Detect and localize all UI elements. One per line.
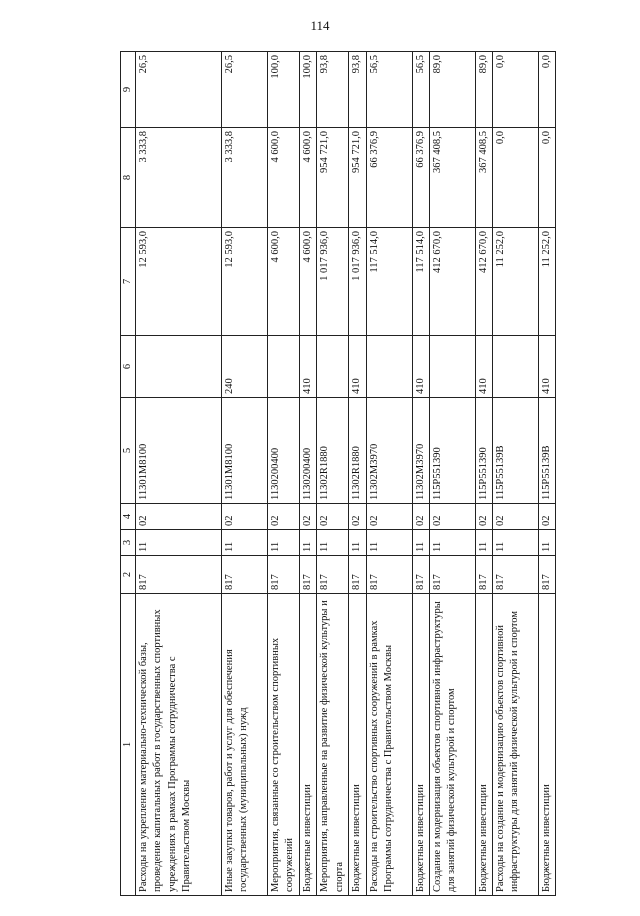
cell-expense-type [366, 336, 412, 398]
cell-percent: 100,0 [300, 52, 317, 128]
cell-percent: 26,5 [222, 52, 268, 128]
cell-percent: 89,0 [475, 52, 492, 128]
cell-subsection: 02 [136, 504, 222, 530]
cell-subsection: 02 [412, 504, 429, 530]
cell-subsection: 02 [538, 504, 555, 530]
cell-ministry: 817 [317, 556, 349, 594]
page-number: 114 [310, 18, 330, 33]
cell-planned: 117 514,0 [412, 228, 429, 336]
cell-target-article: 115Р551390 [475, 398, 492, 504]
table-row [300, 52, 317, 896]
cell-ministry: 817 [300, 556, 317, 594]
cell-section: 11 [429, 530, 475, 556]
cell-section: 11 [538, 530, 555, 556]
cell-target-article: 11301М8100 [136, 398, 222, 504]
cell-actual: 0,0 [538, 128, 555, 228]
cell-subsection: 02 [317, 504, 349, 530]
header-cell: 7 [121, 228, 136, 336]
cell-subsection: 02 [268, 504, 300, 530]
table-row [492, 52, 538, 896]
cell-actual: 0,0 [492, 128, 538, 228]
cell-planned: 412 670,0 [429, 228, 475, 336]
row-name: Бюджетные инвестиции [475, 594, 492, 896]
cell-planned: 4 600,0 [300, 228, 317, 336]
cell-target-article: 1130200400 [300, 398, 317, 504]
cell-ministry: 817 [222, 556, 268, 594]
row-name: Мероприятия, направленные на развитие физической культуры и спорта [317, 594, 349, 896]
cell-section: 11 [492, 530, 538, 556]
cell-expense-type [268, 336, 300, 398]
cell-ministry: 817 [268, 556, 300, 594]
row-name: Создание и модернизация объектов спортивной инфраструктуры для занятий физической культурой и спортом [429, 594, 475, 896]
cell-target-article: 1130200400 [268, 398, 300, 504]
cell-expense-type: 410 [475, 336, 492, 398]
cell-section: 11 [136, 530, 222, 556]
table-row [136, 52, 222, 896]
cell-target-article: 115Р551390 [429, 398, 475, 504]
row-name: Бюджетные инвестиции [349, 594, 366, 896]
header-cell: 4 [121, 504, 136, 530]
row-name: Расходы на создание и модернизацию объектов спортивной инфраструктуры для занятий физической культурой и спортом [492, 594, 538, 896]
header-cell: 8 [121, 128, 136, 228]
cell-section: 11 [475, 530, 492, 556]
table-row [349, 52, 366, 896]
cell-percent: 0,0 [538, 52, 555, 128]
cell-planned: 11 252,0 [492, 228, 538, 336]
row-name: Расходы на укрепление материально-технической базы, проведение капитальных работ в государственных спортивных учреждениях в рамках Программы сотрудничества с Правительством Москвы [136, 594, 222, 896]
row-name: Бюджетные инвестиции [538, 594, 555, 896]
cell-expense-type [317, 336, 349, 398]
cell-percent: 56,5 [412, 52, 429, 128]
cell-ministry: 817 [349, 556, 366, 594]
cell-target-article: 11302R1880 [349, 398, 366, 504]
header-row [121, 52, 136, 896]
cell-expense-type: 240 [222, 336, 268, 398]
table-row [268, 52, 300, 896]
table-row [538, 52, 555, 896]
cell-actual: 954 721,0 [317, 128, 349, 228]
cell-actual: 954 721,0 [349, 128, 366, 228]
row-name: Бюджетные инвестиции [300, 594, 317, 896]
table-row [317, 52, 349, 896]
cell-section: 11 [349, 530, 366, 556]
cell-planned: 11 252,0 [538, 228, 555, 336]
table-row [222, 52, 268, 896]
row-name: Бюджетные инвестиции [412, 594, 429, 896]
cell-percent: 93,8 [317, 52, 349, 128]
cell-expense-type: 410 [412, 336, 429, 398]
table-row [366, 52, 412, 896]
cell-target-article: 11302М3970 [366, 398, 412, 504]
cell-section: 11 [412, 530, 429, 556]
cell-ministry: 817 [366, 556, 412, 594]
cell-target-article: 11301М8100 [222, 398, 268, 504]
budget-table [120, 51, 556, 896]
cell-subsection: 02 [366, 504, 412, 530]
cell-target-article: 11302М3970 [412, 398, 429, 504]
cell-actual: 3 333,8 [222, 128, 268, 228]
header-cell: 6 [121, 336, 136, 398]
cell-ministry: 817 [136, 556, 222, 594]
cell-ministry: 817 [429, 556, 475, 594]
cell-percent: 0,0 [492, 52, 538, 128]
cell-planned: 1 017 936,0 [349, 228, 366, 336]
cell-expense-type: 410 [300, 336, 317, 398]
header-cell: 2 [121, 556, 136, 594]
cell-planned: 1 017 936,0 [317, 228, 349, 336]
cell-subsection: 02 [300, 504, 317, 530]
cell-expense-type [429, 336, 475, 398]
cell-section: 11 [366, 530, 412, 556]
cell-percent: 100,0 [268, 52, 300, 128]
cell-ministry: 817 [492, 556, 538, 594]
cell-planned: 117 514,0 [366, 228, 412, 336]
row-name: Мероприятия, связанные со строительством спортивных сооружений [268, 594, 300, 896]
cell-subsection: 02 [349, 504, 366, 530]
header-cell: 3 [121, 530, 136, 556]
cell-actual: 367 408,5 [475, 128, 492, 228]
cell-percent: 89,0 [429, 52, 475, 128]
cell-planned: 412 670,0 [475, 228, 492, 336]
cell-expense-type [136, 336, 222, 398]
cell-subsection: 02 [429, 504, 475, 530]
cell-subsection: 02 [222, 504, 268, 530]
cell-subsection: 02 [475, 504, 492, 530]
cell-planned: 12 593,0 [136, 228, 222, 336]
cell-percent: 56,5 [366, 52, 412, 128]
cell-section: 11 [300, 530, 317, 556]
cell-actual: 66 376,9 [412, 128, 429, 228]
cell-expense-type: 410 [538, 336, 555, 398]
cell-planned: 4 600,0 [268, 228, 300, 336]
cell-percent: 93,8 [349, 52, 366, 128]
table-row [475, 52, 492, 896]
rotated-table-wrapper [120, 52, 556, 896]
cell-percent: 26,5 [136, 52, 222, 128]
cell-target-article: 115Р55139В [538, 398, 555, 504]
cell-section: 11 [222, 530, 268, 556]
cell-section: 11 [268, 530, 300, 556]
header-cell: 9 [121, 52, 136, 128]
cell-target-article: 115Р55139В [492, 398, 538, 504]
cell-actual: 66 376,9 [366, 128, 412, 228]
cell-subsection: 02 [492, 504, 538, 530]
cell-section: 11 [317, 530, 349, 556]
cell-ministry: 817 [412, 556, 429, 594]
cell-planned: 12 593,0 [222, 228, 268, 336]
row-name: Расходы на строительство спортивных сооружений в рамках Программы сотрудничества с Правительством Москвы [366, 594, 412, 896]
cell-actual: 3 333,8 [136, 128, 222, 228]
cell-actual: 4 600,0 [268, 128, 300, 228]
cell-actual: 4 600,0 [300, 128, 317, 228]
cell-actual: 367 408,5 [429, 128, 475, 228]
cell-ministry: 817 [475, 556, 492, 594]
header-cell: 1 [121, 594, 136, 896]
row-name: Иные закупки товаров, работ и услуг для обеспечения государственных (муниципальных) нужд [222, 594, 268, 896]
table-row [412, 52, 429, 896]
header-cell: 5 [121, 398, 136, 504]
cell-target-article: 11302R1880 [317, 398, 349, 504]
cell-expense-type [492, 336, 538, 398]
table-row [429, 52, 475, 896]
cell-expense-type: 410 [349, 336, 366, 398]
cell-ministry: 817 [538, 556, 555, 594]
